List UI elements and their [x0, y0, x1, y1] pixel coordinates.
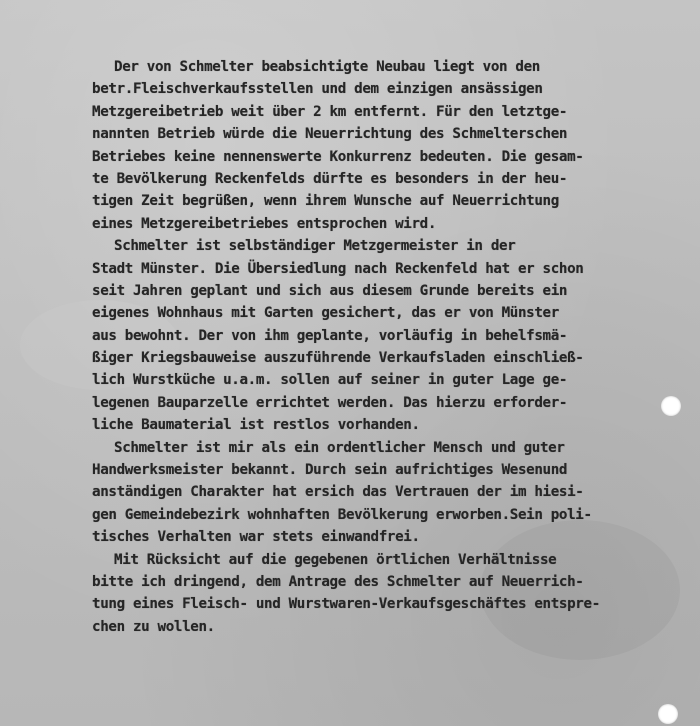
text-line: Handwerksmeister bekannt. Durch sein aufrichtiges Wesenund [92, 462, 568, 479]
text-line: Der von Schmelter beabsichtigte Neubau liegt von den [114, 59, 540, 75]
text-line: Schmelter ist selbständiger Metzgermeister in der [114, 238, 516, 255]
text-line: Mit Rücksicht auf die gegebenen örtlichen Verhältnisse [114, 551, 557, 568]
text-line: bitte ich dringend, dem Antrage des Schmelter auf Neuerrich- [92, 573, 584, 590]
text-line: tisches Verhalten war stets einwandfrei. [92, 529, 420, 546]
text-line: Schmelter ist mir als ein ordentlicher Mensch und guter [114, 439, 565, 456]
punch-hole [661, 396, 681, 416]
text-line: aus bewohnt. Der von ihm geplante, vorläufig in behelfsmä- [92, 327, 568, 344]
text-line: Stadt Münster. Die Übersiedlung nach Reckenfeld hat er schon [92, 260, 584, 277]
text-line: seit Jahren geplant und sich aus diesem Grunde bereits ein [92, 282, 568, 299]
text-line: liche Baumaterial ist restlos vorhanden. [92, 417, 420, 434]
text-line: eines Metzgereibetriebes entsprochen wird. [92, 215, 437, 232]
text-line: nannten Betrieb würde die Neuerrichtung des Schmelterschen [92, 126, 568, 143]
text-line: te Bevölkerung Reckenfelds dürfte es besonders in der heu- [92, 170, 568, 187]
text-line: Betriebes keine nennenswerte Konkurrenz bedeuten. Die gesam- [92, 148, 584, 165]
text-line: anständigen Charakter hat ersich das Vertrauen der im hiesi- [92, 484, 584, 501]
text-line: gen Gemeindebezirk wohnhaften Bevölkerung erworben.Sein poli- [92, 506, 592, 523]
text-line: lich Wurstküche u.a.m. sollen auf seiner in guter Lage ge- [92, 372, 568, 389]
text-line: eigenes Wohnhaus mit Garten gesichert, das er von Münster [92, 305, 559, 322]
text-line: ßiger Kriegsbauweise auszuführende Verkaufsladen einschließ- [92, 350, 584, 367]
punch-hole [658, 704, 678, 724]
text-line: legenen Bauparzelle errichtet werden. Das hierzu erforder- [92, 394, 568, 411]
text-line: tung eines Fleisch- und Wurstwaren-Verkaufsgeschäftes entspre- [92, 596, 600, 613]
text-line: chen zu wollen. [92, 618, 215, 635]
text-line: Metzgereibetrieb weit über 2 km entfernt. Für den letztge- [92, 103, 568, 120]
letter-body [92, 56, 690, 638]
text-line: tigen Zeit begrüßen, wenn ihrem Wunsche auf Neuerrichtung [92, 193, 559, 210]
text-line: betr.Fleischverkaufsstellen und dem einzigen ansässigen [92, 81, 543, 98]
